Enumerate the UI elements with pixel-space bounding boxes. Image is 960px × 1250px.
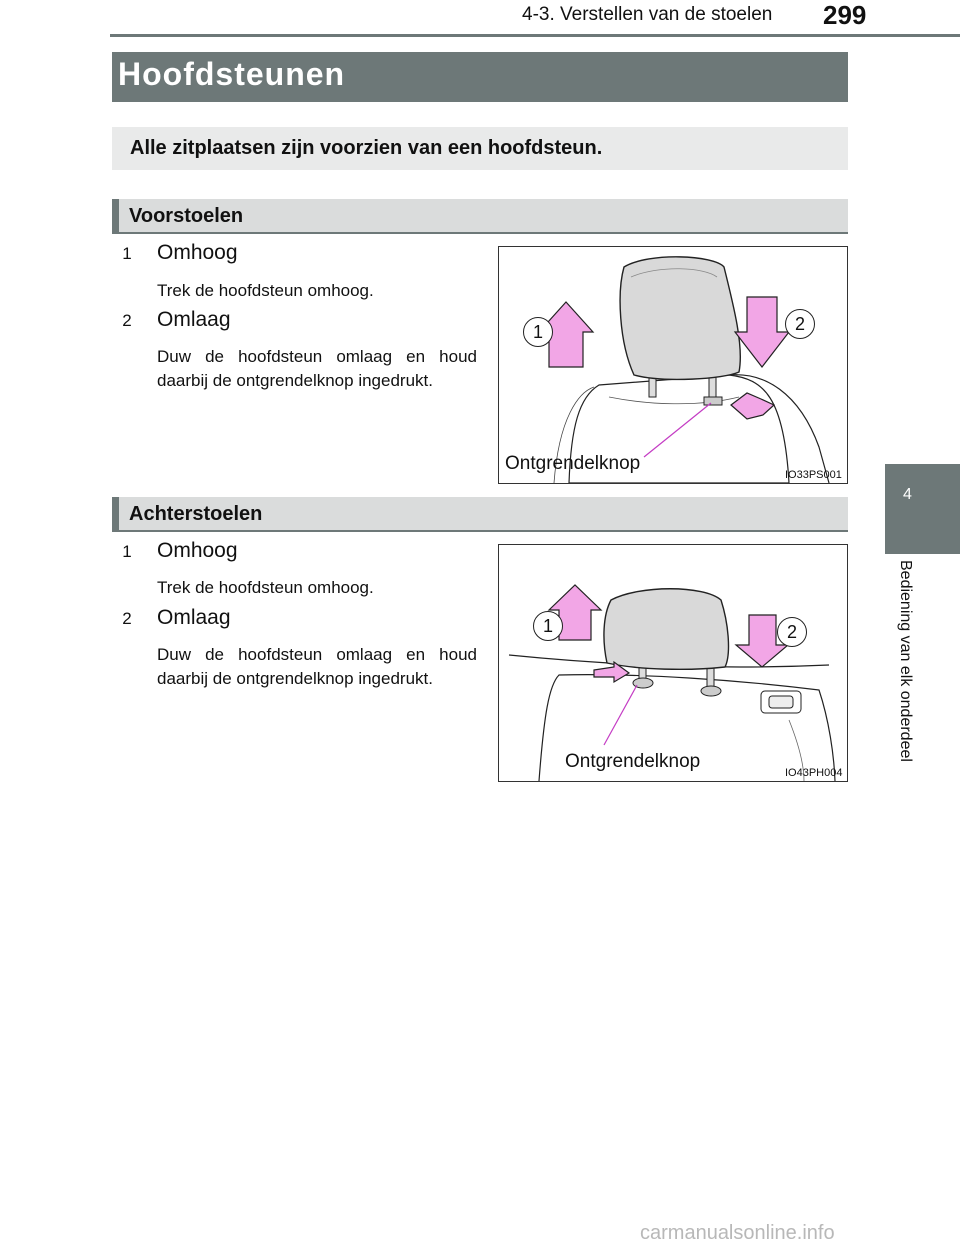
running-header-section: 4-3. Verstellen van de stoelen xyxy=(522,4,773,25)
front-headrest-illustration xyxy=(499,247,847,483)
step-heading: Omhoog xyxy=(157,539,238,562)
header-rule xyxy=(110,34,960,37)
subheading-bar-rear xyxy=(112,497,119,530)
callout-2: 2 xyxy=(777,617,807,647)
front-headrest-figure xyxy=(498,246,848,484)
step-description: Trek de hoofdsteun omhoog. xyxy=(157,578,374,597)
page-number: 299 xyxy=(823,0,867,30)
step-heading: Omlaag xyxy=(157,606,231,629)
step-description: Trek de hoofdsteun omhoog. xyxy=(157,281,374,300)
figure-code: IO33PS001 xyxy=(785,469,842,481)
step-number-badge: 1 xyxy=(122,244,132,263)
figure-code: IO43PH004 xyxy=(785,767,843,779)
step-heading: Omhoog xyxy=(157,241,238,264)
callout-1: 1 xyxy=(523,317,553,347)
rear-headrest-figure xyxy=(498,544,848,782)
release-button-label: Ontgrendelknop xyxy=(505,453,641,474)
step-heading: Omlaag xyxy=(157,308,231,331)
rear-headrest-illustration xyxy=(499,545,847,781)
chapter-number: 4 xyxy=(903,486,912,503)
subheading-rear-seats: Achterstoelen xyxy=(129,503,263,525)
callout-1: 1 xyxy=(533,611,563,641)
chapter-side-label xyxy=(892,560,918,800)
step-number-badge: 1 xyxy=(122,542,132,561)
step-number-badge: 2 xyxy=(122,311,132,330)
release-button-label: Ontgrendelknop xyxy=(565,751,701,772)
page-title: Hoofdsteunen xyxy=(118,56,346,92)
chapter-title: Bediening van elk onderdeel xyxy=(897,560,914,762)
intro-text: Alle zitplaatsen zijn voorzien van een hoofdsteun. xyxy=(130,137,603,159)
chapter-side-tab xyxy=(885,464,960,554)
watermark: carmanualsonline.info xyxy=(640,1222,835,1244)
subheading-front-seats: Voorstoelen xyxy=(129,205,244,227)
callout-2: 2 xyxy=(785,309,815,339)
subheading-bar-front xyxy=(112,199,119,232)
step-description: Duw de hoofdsteun omlaag en houd daarbij de ontgrendelknop ingedrukt. xyxy=(157,347,477,390)
step-number-badge: 2 xyxy=(122,609,132,628)
step-description: Duw de hoofdsteun omlaag en houd daarbij de ontgrendelknop ingedrukt. xyxy=(157,645,477,688)
